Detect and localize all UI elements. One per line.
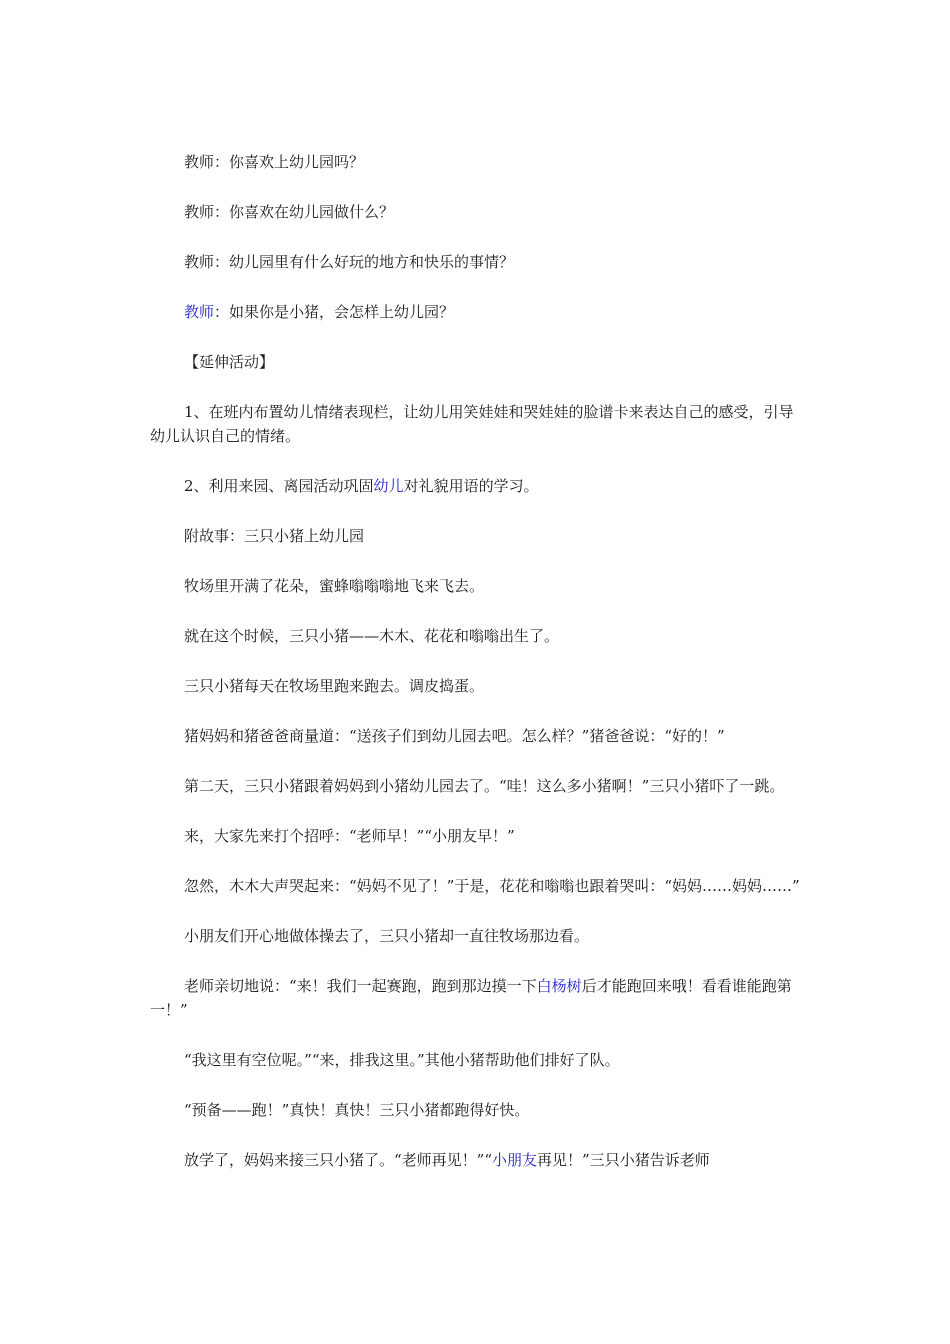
paragraph-text: 就在这个时候，三只小猪——木木、花花和嗡嗡出生了。 xyxy=(184,627,560,645)
paragraph xyxy=(150,1098,808,1122)
paragraph-text: “预备——跑！”真快！真快！三只小猪都跑得好快。 xyxy=(184,1101,530,1119)
paragraph xyxy=(150,350,808,374)
paragraph xyxy=(150,400,808,448)
inline-link[interactable]: 白杨树 xyxy=(536,977,582,995)
paragraph xyxy=(150,924,808,948)
paragraph xyxy=(150,524,808,548)
paragraph-text: 三只小猪每天在牧场里跑来跑去。调皮捣蛋。 xyxy=(184,677,485,695)
paragraph-text: 【延伸活动】 xyxy=(184,353,275,371)
paragraph-text: 对礼貌用语的学习。 xyxy=(403,477,539,495)
paragraph-text: 教师：你喜欢上幼儿园吗？ xyxy=(184,153,365,171)
paragraph xyxy=(150,724,808,748)
paragraph-text: 教师：幼儿园里有什么好玩的地方和快乐的事情？ xyxy=(184,253,515,271)
paragraph-text: ：如果你是小猪，会怎样上幼儿园？ xyxy=(214,303,455,321)
paragraph xyxy=(150,774,808,798)
paragraph xyxy=(150,474,808,498)
paragraph-text: 1、在班内布置幼儿情绪表现栏，让幼儿用笑娃娃和哭娃娃的脸谱卡来表达自己的感受，引导幼儿认识自己的情绪。 xyxy=(150,403,794,445)
paragraph-text: “我这里有空位呢。”“来，排我这里。”其他小猪帮助他们排好了队。 xyxy=(184,1051,620,1069)
paragraph-text: 放学了，妈妈来接三只小猪了。“老师再见！”“ xyxy=(184,1151,493,1169)
paragraph-text: 教师：你喜欢在幼儿园做什么？ xyxy=(184,203,395,221)
paragraph-text: 附故事：三只小猪上幼儿园 xyxy=(184,527,365,545)
paragraph xyxy=(150,1048,808,1072)
paragraph-text: 老师亲切地说：“来！我们一起赛跑，跑到那边摸一下 xyxy=(184,977,537,995)
paragraph xyxy=(150,250,808,274)
paragraph-text: 来，大家先来打个招呼：“老师早！”“小朋友早！” xyxy=(184,827,515,845)
paragraph xyxy=(150,574,808,598)
paragraph xyxy=(150,824,808,848)
paragraph-text: 猪妈妈和猪爸爸商量道：“送孩子们到幼儿园去吧。怎么样？”猪爸爸说：“好的！” xyxy=(184,727,725,745)
paragraph-text: 再见！”三只小猪告诉老师 xyxy=(537,1151,710,1169)
paragraph-text: 忽然，木木大声哭起来：“妈妈不见了！”于是，花花和嗡嗡也跟着哭叫：“妈妈……妈妈……” xyxy=(184,877,800,895)
paragraph-text: 牧场里开满了花朵，蜜蜂嗡嗡嗡地飞来飞去。 xyxy=(184,577,485,595)
paragraph xyxy=(150,974,808,1022)
paragraph xyxy=(150,1148,808,1172)
paragraph xyxy=(150,874,808,898)
inline-link[interactable]: 小朋友 xyxy=(492,1151,538,1169)
paragraph-text: 小朋友们开心地做体操去了，三只小猪却一直往牧场那边看。 xyxy=(184,927,590,945)
paragraph xyxy=(150,150,808,174)
paragraph-text: 2、利用来园、离园活动巩固 xyxy=(184,477,374,495)
inline-link[interactable]: 幼儿 xyxy=(373,477,404,495)
paragraph-text: 后才能跑回来哦！看看谁能跑第一！” xyxy=(150,977,792,1019)
paragraph xyxy=(150,300,808,324)
paragraph xyxy=(150,200,808,224)
paragraph xyxy=(150,674,808,698)
paragraph-text: 第二天，三只小猪跟着妈妈到小猪幼儿园去了。“哇！这么多小猪啊！”三只小猪吓了一跳。 xyxy=(184,777,785,795)
inline-link[interactable]: 教师 xyxy=(184,303,215,321)
document-body xyxy=(150,150,808,1198)
paragraph xyxy=(150,624,808,648)
